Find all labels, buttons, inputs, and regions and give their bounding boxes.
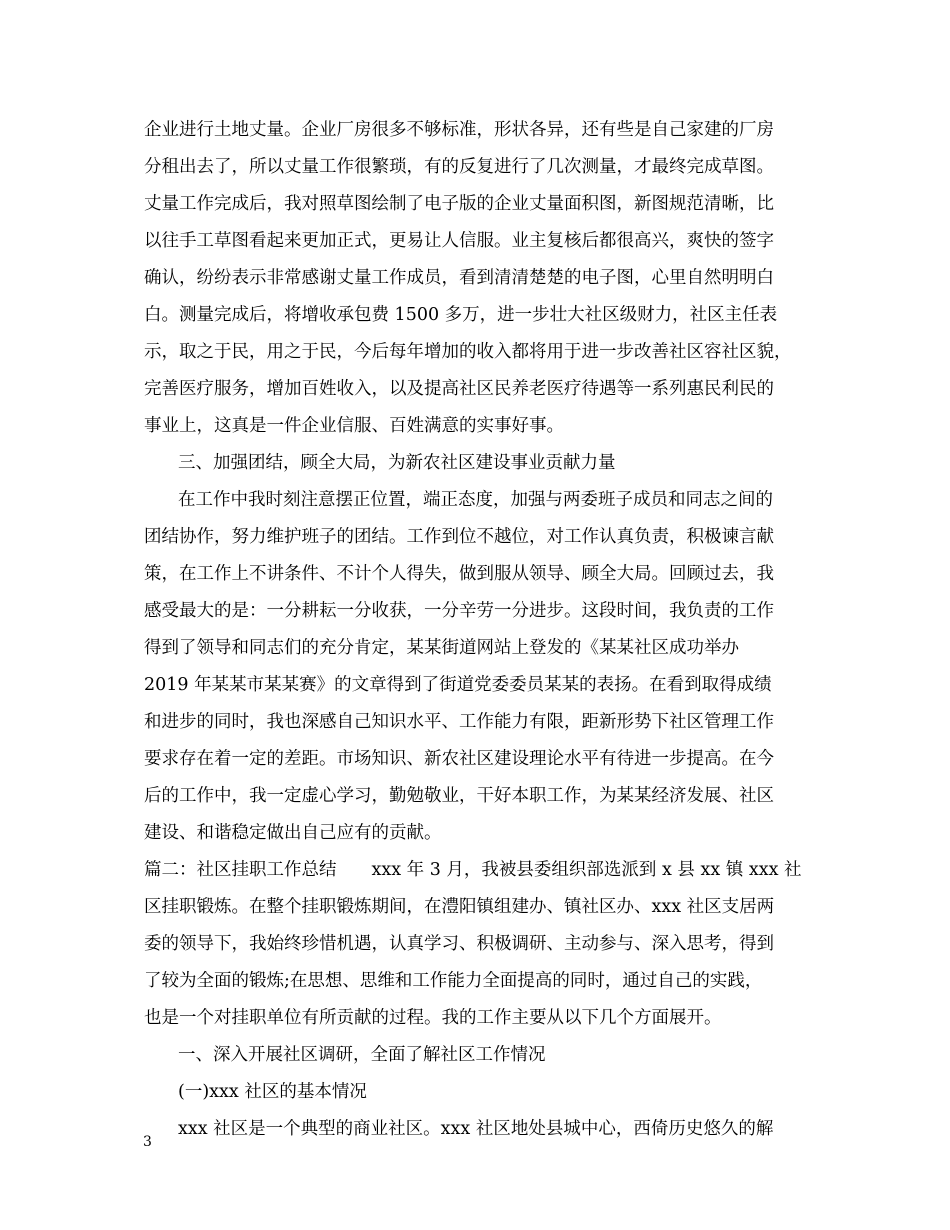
text-line: 事业上，这真是一件企业信服、百姓满意的实事好事。 <box>144 416 564 436</box>
text-line: 企业进行土地丈量。企业厂房很多不够标准，形状各异，还有些是自己家建的厂房 <box>144 120 774 140</box>
text-line: 也是一个对挂职单位有所贡献的过程。我的工作主要从以下几个方面展开。 <box>144 1008 722 1028</box>
text-line: 策，在工作上不讲条件、不计个人得失，做到服从领导、顾全大局。回顾过去，我 <box>144 564 774 584</box>
document-body <box>144 112 830 1148</box>
text-line: 和进步的同时，我也深感自己知识水平、工作能力有限，距新形势下社区管理工作 <box>144 712 774 732</box>
text-line: (一)xxx 社区的基本情况 <box>178 1082 367 1102</box>
text-line: 三、加强团结，顾全大局，为新农社区建设事业贡献力量 <box>178 453 616 473</box>
text-line: 了较为全面的锻炼;在思想、思维和工作能力全面提高的同时，通过自己的实践， <box>144 971 763 991</box>
page-number: 3 <box>143 1134 152 1150</box>
text-line: 篇二：社区挂职工作总结 xxx 年 3 月，我被县委组织部选派到 x 县 xx 镇 xxx 社 <box>144 860 802 880</box>
text-line: 建设、和谐稳定做出自己应有的贡献。 <box>144 823 442 843</box>
text-line: 丈量工作完成后，我对照草图绘制了电子版的企业丈量面积图，新图规范清晰，比 <box>144 194 774 214</box>
text-line: 区挂职锻炼。在整个挂职锻炼期间，在澧阳镇组建办、镇社区办、xxx 社区支居两 <box>144 897 775 917</box>
text-line: 确认，纷纷表示非常感谢丈量工作成员，看到清清楚楚的电子图，心里自然明明白 <box>144 268 774 288</box>
text-line: 2019 年某某市某某赛》的文章得到了街道党委委员某某的表扬。在看到取得成绩 <box>144 675 772 695</box>
text-line: 以往手工草图看起来更加正式，更易让人信服。业主复核后都很高兴，爽快的签字 <box>144 231 774 251</box>
text-line: 分租出去了，所以丈量工作很繁琐，有的反复进行了几次测量，才最终完成草图。 <box>144 157 774 177</box>
text-line: 在工作中我时刻注意摆正位置，端正态度，加强与两委班子成员和同志之间的 <box>178 490 773 510</box>
text-line: 完善医疗服务，增加百姓收入，以及提高社区民养老医疗待遇等一系列惠民利民的 <box>144 379 774 399</box>
text-line: 白。测量完成后，将增收承包费 1500 多万，进一步壮大社区级财力，社区主任表 <box>144 305 778 325</box>
text-line: 感受最大的是：一分耕耘一分收获，一分辛劳一分进步。这段时间，我负责的工作 <box>144 601 774 621</box>
text-line: xxx 社区是一个典型的商业社区。xxx 社区地处县城中心，西倚历史悠久的解 <box>178 1119 774 1139</box>
text-line: 一、深入开展社区调研，全面了解社区工作情况 <box>178 1045 546 1065</box>
text-line: 团结协作，努力维护班子的团结。工作到位不越位，对工作认真负责，积极谏言献 <box>144 527 774 547</box>
text-line: 后的工作中，我一定虚心学习，勤勉敬业，干好本职工作，为某某经济发展、社区 <box>144 786 774 806</box>
text-line: 示，取之于民，用之于民，今后每年增加的收入都将用于进一步改善社区容社区貌， <box>144 342 792 362</box>
text-line: 委的领导下，我始终珍惜机遇，认真学习、积极调研、主动参与、深入思考，得到 <box>144 934 774 954</box>
text-line: 得到了领导和同志们的充分肯定，某某街道网站上登发的《某某社区成功举办 <box>144 638 739 658</box>
text-line: 要求存在着一定的差距。市场知识、新农社区建设理论水平有待进一步提高。在今 <box>144 749 774 769</box>
